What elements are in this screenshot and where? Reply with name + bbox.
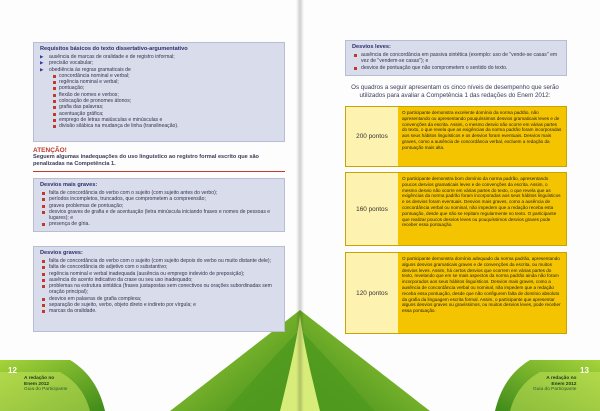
atencao-heading: ATENÇÃO! <box>33 147 67 154</box>
level-score: 200 pontos <box>346 107 398 166</box>
list-item: ausência do acento indicativo da crase ou seu uso inadequado; <box>40 277 278 283</box>
footer-left <box>24 376 67 393</box>
list-item: pontuação; <box>52 85 278 91</box>
list-item: ausência de concordância em passiva sintética (exemplo: uso de "vende-se casas" em vez de "vendem-se casas"); e <box>352 52 560 65</box>
atencao-text: Seguem algumas inadequações do uso linguístico ao registro formal escrito que são penalizadas na Competência 1. <box>33 154 259 167</box>
list-item: acentuação gráfica; <box>52 111 278 117</box>
regras-gramaticais-list <box>40 73 278 130</box>
footer-right <box>533 376 576 393</box>
requisitos-list <box>40 54 278 73</box>
list-item: divisão silábica na mudança de linha (translineação). <box>52 123 278 129</box>
level-200 <box>345 106 567 167</box>
level-score: 160 pontos <box>346 173 398 245</box>
list-item: problemas na estrutura sintática (frases justapostas sem conectivos ou orações subordinadas sem oração principal); <box>40 283 278 296</box>
list-item: falta de concordância do adjetivo com o substantivo; <box>40 264 278 270</box>
level-score: 120 pontos <box>346 253 398 333</box>
desvios-mais-graves-box <box>33 178 285 232</box>
list-item: grafia das palavras; <box>52 104 278 110</box>
list-item: períodos incompletos, truncados, que comprometem a compreensão; <box>40 196 278 202</box>
list-item: ▶ obediência às regras gramaticais de <box>40 67 278 73</box>
desvios-leves-box <box>345 40 567 76</box>
desvios-graves-box <box>33 246 285 332</box>
requisitos-box <box>33 42 285 142</box>
divider <box>33 171 285 172</box>
list-item: ▶ precisão vocabular; <box>40 60 278 66</box>
level-120 <box>345 252 567 334</box>
page-number-left: 12 <box>8 366 17 375</box>
list-item: regência nominal e verbal; <box>52 79 278 85</box>
requisitos-title: Requisitos básicos do texto dissertativo-argumentativo <box>40 46 188 52</box>
intro-paragraph: Os quadros a seguir apresentam os cinco níveis de desempenho que serão utilizados para avaliar a Competência 1 das redações do Enem 2012: <box>351 84 559 99</box>
page-number-right: 13 <box>580 366 589 375</box>
footer-line: Guia do Participante <box>24 387 68 393</box>
list-item: falta de concordância do verbo com o sujeito (com sujeito depois do verbo ou muito distante dele); <box>40 258 278 264</box>
list-item: concordância nominal e verbal; <box>52 73 278 79</box>
list-item: desvios em palavras de grafia complexa; <box>40 296 278 302</box>
list-item: marcas da oralidade. <box>40 308 278 314</box>
list-item: colocação de pronomes átonos; <box>52 98 278 104</box>
desvios-graves-list <box>40 258 278 315</box>
desvios-mais-graves-title: Desvios mais graves: <box>40 182 98 188</box>
list-item: desvios de pontuação que não comprometem o sentido do texto. <box>352 65 560 71</box>
footer-line: Enem 2012 <box>551 381 577 387</box>
list-item: flexão de nomes e verbos; <box>52 92 278 98</box>
footer-line: A redação no <box>546 376 577 381</box>
list-item: regência nominal e verbal inadequada (ausência ou emprego indevido de preposição); <box>40 271 278 277</box>
level-160 <box>345 172 567 246</box>
footer-line: A redação no <box>24 376 55 381</box>
level-description: O participante demonstra domínio adequado da norma padrão, apresentando alguns desvios gramaticais graves e de convenções da escrita, ou muitos desvios leves. Assim, há certos desvios que ocorrem em várias partes do texto, revelando que em se mais aspectos da norma padrão ainda não foram incorporados aos seus hábitos linguísticos. Desvios mais graves, como a ausência de concordância verbal ou nominal, não impedem que a redação receba essa pontuação, desde que não configurem falta de domínio absoluto da grafia da linguagem escrita formal. Assim, o participante que apresentar alguns desvios graves ou gravíssimos, ou muitos desvios leves, pode receber essa pontuação. <box>398 253 566 333</box>
desvios-graves-title: Desvios graves: <box>40 250 83 256</box>
footer-line: Enem 2012 <box>24 381 50 387</box>
desvios-leves-title: Desvios leves: <box>352 44 391 50</box>
desvios-mais-graves-list <box>40 190 278 228</box>
list-item: ▶ ausência de marcas de oralidade e de registro informal; <box>40 54 278 60</box>
level-description: O participante demonstra bom domínio da norma padrão, apresentando poucos desvios gramaticais leves e de convenções da escrita. Assim, o mesmo desvio não ocorre em várias partes do texto, o que revela que as exigências da norma padrão foram incorporadas aos seus hábitos linguísticos e os desvios foram eventuais. Desvios mais graves, como a ausência de concordância verbal ou nominal, não impedem que a redação receba esta pontuação, desde que não se repitam regularmente no texto. O participante que realizar poucos desvios leves ou pouquíssimos desvios graves pode receber essa pontuação. <box>398 173 566 245</box>
list-item: presença de gíria. <box>40 221 278 227</box>
footer-line: Guia do Participante <box>533 387 577 393</box>
list-item: desvios graves de grafia e de acentuação (letra minúscula iniciando frases e nomes de pessoas e lugares); e <box>40 209 278 222</box>
level-description: O participante demonstra excelente domínio da norma padrão, não apresentando ou apresentando pouquíssimos desvios gramaticais leves e de convenções da escrita. Assim, o mesmo desvio não ocorre em várias partes do texto, o que revela que as exigências da norma padrão foram incorporadas aos seus hábitos linguísticos e os desvios foram eventuais. Desvios mais graves, como a ausência de concordância verbal, excluem a redação da pontuação mais alta. <box>398 107 566 166</box>
list-item: emprego de letras maiúsculas e minúsculas e <box>52 117 278 123</box>
list-item: graves problemas de pontuação; <box>40 203 278 209</box>
desvios-leves-list <box>352 52 560 71</box>
list-item: separação de sujeito, verbo, objeto direto e indireto por vírgula; e <box>40 302 278 308</box>
book-gutter <box>296 0 304 411</box>
list-item: falta de concordância do verbo com o sujeito (com sujeito antes do verbo); <box>40 190 278 196</box>
atencao-note <box>33 147 285 168</box>
